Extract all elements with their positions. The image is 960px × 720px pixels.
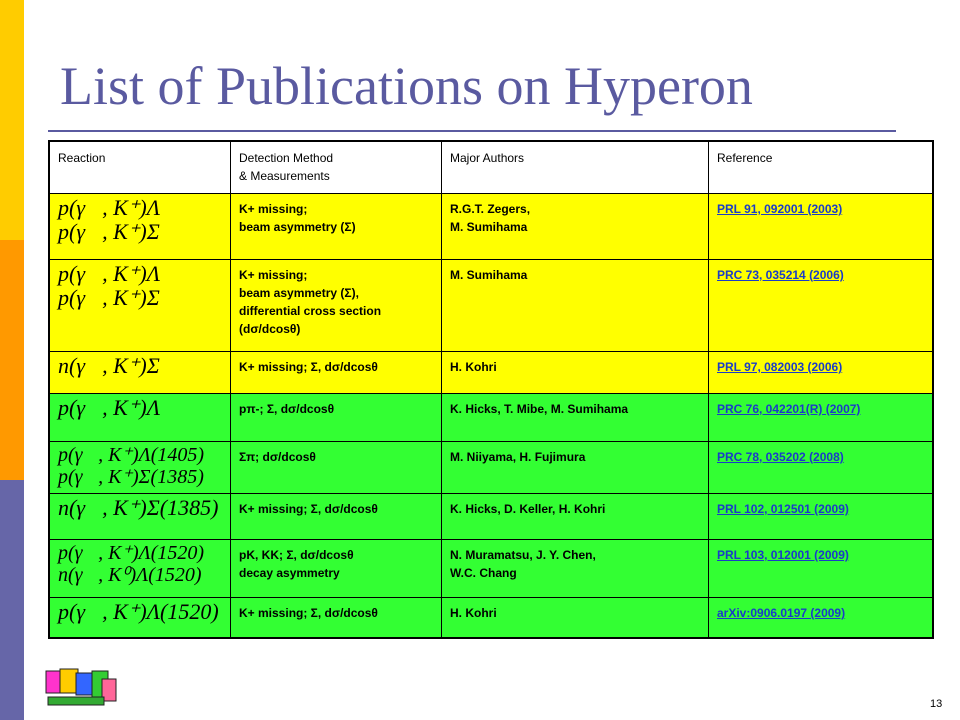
authors-cell	[442, 598, 709, 638]
reaction-formula: p(γ⃗, K⁺)Λ	[58, 395, 161, 420]
reference-cell	[709, 394, 934, 442]
method-line: K+ missing; Σ, dσ/dcosθ	[239, 502, 378, 516]
header-method-line1: Detection Method	[239, 151, 334, 165]
reaction-formula: p(γ⃗, K⁺)Σ(1385)	[58, 466, 204, 488]
reaction-formula: p(γ⃗, K⁺)Σ	[58, 219, 160, 244]
page-number: 13	[930, 698, 943, 710]
method-cell	[231, 194, 442, 260]
table-row	[49, 194, 933, 260]
reaction-formula: n(γ⃗, K⁰)Λ(1520)	[58, 564, 202, 586]
reference-cell	[709, 494, 934, 540]
method-line: K+ missing; Σ, dσ/dcosθ	[239, 360, 378, 374]
sidebar-segment-orange	[0, 240, 24, 480]
reaction-formula: p(γ⃗, K⁺)Λ(1405)	[58, 444, 205, 466]
authors-cell	[442, 260, 709, 352]
method-line: beam asymmetry (Σ),	[239, 286, 359, 300]
method-line: K+ missing;	[239, 268, 308, 282]
table-row	[49, 494, 933, 540]
authors-cell	[442, 352, 709, 394]
reaction-formula: p(γ⃗, K⁺)Λ(1520)	[58, 599, 219, 624]
reference-cell	[709, 442, 934, 494]
method-cell	[231, 442, 442, 494]
sidebar-segment-yellow	[0, 0, 24, 240]
table-header-row	[49, 141, 933, 194]
authors-cell	[442, 194, 709, 260]
reaction-formula: p(γ⃗, K⁺)Σ	[58, 285, 160, 310]
reference-link[interactable]: PRL 91, 092001 (2003)	[717, 202, 843, 216]
table-row	[49, 598, 933, 638]
reaction-formula: p(γ⃗, K⁺)Λ	[58, 195, 161, 220]
header-reference: Reference	[709, 141, 934, 194]
authors-cell	[442, 442, 709, 494]
method-cell	[231, 394, 442, 442]
table-row	[49, 540, 933, 598]
table-row	[49, 442, 933, 494]
authors-cell	[442, 494, 709, 540]
slide-title: List of Publications on Hyperon	[60, 56, 753, 116]
method-line: beam asymmetry (Σ)	[239, 220, 356, 234]
author-line: H. Kohri	[450, 606, 497, 620]
method-line: differential cross section (dσ/dcosθ)	[239, 304, 382, 336]
author-line: M. Sumihama	[450, 268, 528, 282]
reaction-cell	[49, 352, 231, 394]
reaction-cell	[49, 494, 231, 540]
table-row	[49, 394, 933, 442]
method-line: K+ missing;	[239, 202, 308, 216]
method-line: decay asymmetry	[239, 566, 340, 580]
header-reaction: Reaction	[49, 141, 231, 194]
author-line: N. Muramatsu, J. Y. Chen,	[450, 548, 596, 562]
header-authors: Major Authors	[442, 141, 709, 194]
author-line: W.C. Chang	[450, 566, 517, 580]
title-divider	[48, 130, 896, 132]
reference-link[interactable]: PRL 103, 012001 (2009)	[717, 548, 849, 562]
reference-cell	[709, 260, 934, 352]
reaction-cell	[49, 194, 231, 260]
method-cell	[231, 598, 442, 638]
reaction-cell	[49, 540, 231, 598]
author-line: H. Kohri	[450, 360, 497, 374]
header-method-line2: & Measurements	[239, 169, 330, 183]
reference-cell	[709, 194, 934, 260]
author-line: K. Hicks, T. Mibe, M. Sumihama	[450, 402, 629, 416]
author-line: K. Hicks, D. Keller, H. Kohri	[450, 502, 606, 516]
table-row	[49, 352, 933, 394]
method-cell	[231, 540, 442, 598]
reference-link[interactable]: PRC 73, 035214 (2006)	[717, 268, 844, 282]
sidebar-segment-purple	[0, 480, 24, 720]
method-cell	[231, 494, 442, 540]
reaction-cell	[49, 394, 231, 442]
method-line: Σπ; dσ/dcosθ	[239, 450, 316, 464]
reference-link[interactable]: arXiv:0906.0197 (2009)	[717, 606, 846, 620]
reference-cell	[709, 540, 934, 598]
reference-link[interactable]: PRC 76, 042201(R) (2007)	[717, 402, 861, 416]
publications-table	[48, 140, 934, 639]
reference-link[interactable]: PRL 102, 012501 (2009)	[717, 502, 849, 516]
reaction-formula: p(γ⃗, K⁺)Λ	[58, 261, 161, 286]
method-cell	[231, 260, 442, 352]
method-line: pK, KK; Σ, dσ/dcosθ	[239, 548, 354, 562]
reference-link[interactable]: PRL 97, 082003 (2006)	[717, 360, 843, 374]
method-cell	[231, 352, 442, 394]
author-line: M. Niiyama, H. Fujimura	[450, 450, 586, 464]
decorative-sidebar	[0, 0, 24, 720]
reaction-cell	[49, 260, 231, 352]
author-line: M. Sumihama	[450, 220, 528, 234]
reference-link[interactable]: PRC 78, 035202 (2008)	[717, 450, 844, 464]
method-line: K+ missing; Σ, dσ/dcosθ	[239, 606, 378, 620]
table-row	[49, 260, 933, 352]
authors-cell	[442, 394, 709, 442]
reaction-formula: p(γ⃗, K⁺)Λ(1520)	[58, 542, 205, 564]
reference-cell	[709, 598, 934, 638]
header-method	[231, 141, 442, 194]
leps-logo-icon	[42, 665, 122, 711]
author-line: R.G.T. Zegers,	[450, 202, 531, 216]
reaction-cell	[49, 598, 231, 638]
reaction-formula: n(γ⃗, K⁺)Σ(1385)	[58, 495, 219, 520]
reaction-cell	[49, 442, 231, 494]
method-line: pπ-; Σ, dσ/dcosθ	[239, 402, 335, 416]
authors-cell	[442, 540, 709, 598]
reaction-formula: n(γ⃗, K⁺)Σ	[58, 353, 160, 378]
reference-cell	[709, 352, 934, 394]
